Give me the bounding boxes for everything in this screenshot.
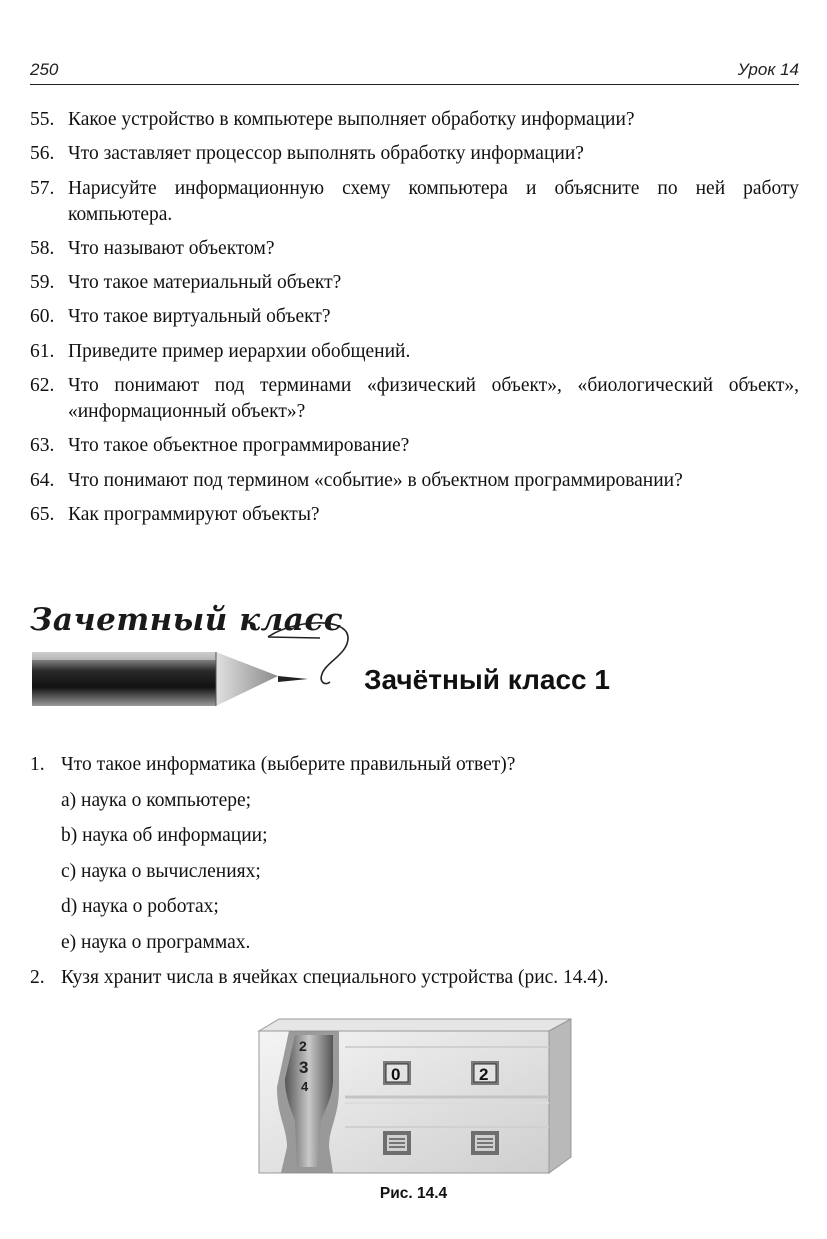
question-number: 1. [30, 754, 45, 775]
question-number: 64. [30, 469, 55, 491]
question-text: Нарисуйте информационную схему компьютера и объясните по ней работу компьютера. [68, 177, 799, 225]
cell-value: 2 [479, 1065, 489, 1084]
question-text: Что называют объектом? [68, 237, 275, 259]
question-item [30, 468, 799, 494]
question-text: Какое устройство в компьютере выполняет обработку информации? [68, 109, 635, 130]
question-text: Кузя хранит числа в ячейках специального устройства (рис. 14.4). [61, 967, 609, 988]
question-item [30, 141, 799, 167]
question-text: Что такое объектное программирование? [68, 435, 410, 457]
question-text: Что понимают под терминами «физический объект», «биологический объект», «информационный объект»? [68, 375, 799, 423]
question-item [30, 236, 799, 262]
question-item [30, 176, 799, 228]
question-text: Что понимают под термином «событие» в объектном программировании? [68, 469, 683, 491]
question-number: 60. [30, 306, 55, 328]
question-item [30, 502, 799, 528]
cell-value: 0 [391, 1065, 401, 1084]
drum-digit: 3 [299, 1058, 309, 1077]
answer-option: d) наука о роботах; [61, 896, 219, 917]
question-item [30, 270, 799, 296]
section-heading: Зачётный класс 1 [364, 664, 610, 695]
answer-options [30, 788, 799, 956]
figure-caption: Рис. 14.4 [379, 1185, 448, 1202]
page-header [30, 58, 799, 85]
test-section [30, 752, 799, 991]
page-number: 250 [30, 60, 59, 79]
question-item [30, 339, 799, 365]
question-text: Что такое виртуальный объект? [68, 306, 331, 328]
lesson-title: Урок 14 [737, 60, 799, 79]
question-item [30, 433, 799, 459]
question-text: Что такое информатика (выберите правильный ответ)? [61, 754, 516, 775]
drum-digit: 2 [299, 1038, 307, 1054]
test-question-1 [30, 752, 799, 778]
question-number: 57. [30, 177, 55, 199]
question-text: Что такое материальный объект? [68, 272, 342, 294]
question-number: 55. [30, 109, 55, 130]
question-number: 61. [30, 340, 55, 362]
answer-option: b) наука об информации; [61, 825, 268, 846]
question-item [30, 373, 799, 425]
answer-option: c) наука о вычислениях; [61, 860, 261, 882]
question-number: 58. [30, 237, 55, 259]
drum-digit: 4 [301, 1079, 309, 1094]
question-number: 62. [30, 375, 55, 397]
answer-option: a) наука о компьютере; [61, 789, 252, 811]
answer-option: e) наука о программах. [61, 931, 251, 953]
question-item [30, 304, 799, 330]
section-banner [30, 602, 670, 732]
figure-storage-device [255, 1017, 573, 1179]
question-list [30, 107, 799, 536]
script-title: Зачетный класс [30, 602, 344, 638]
question-number: 65. [30, 503, 55, 525]
question-text: Приведите пример иерархии обобщений. [68, 340, 411, 362]
storage-device-illustration [255, 1017, 573, 1179]
question-item [30, 107, 799, 133]
question-text: Как программируют объекты? [68, 503, 320, 525]
question-text: Что заставляет процессор выполнять обработку информации? [68, 143, 584, 165]
question-number: 63. [30, 435, 55, 457]
test-question-2 [30, 965, 799, 991]
question-number: 2. [30, 967, 45, 988]
question-number: 59. [30, 272, 55, 294]
question-number: 56. [30, 143, 55, 165]
